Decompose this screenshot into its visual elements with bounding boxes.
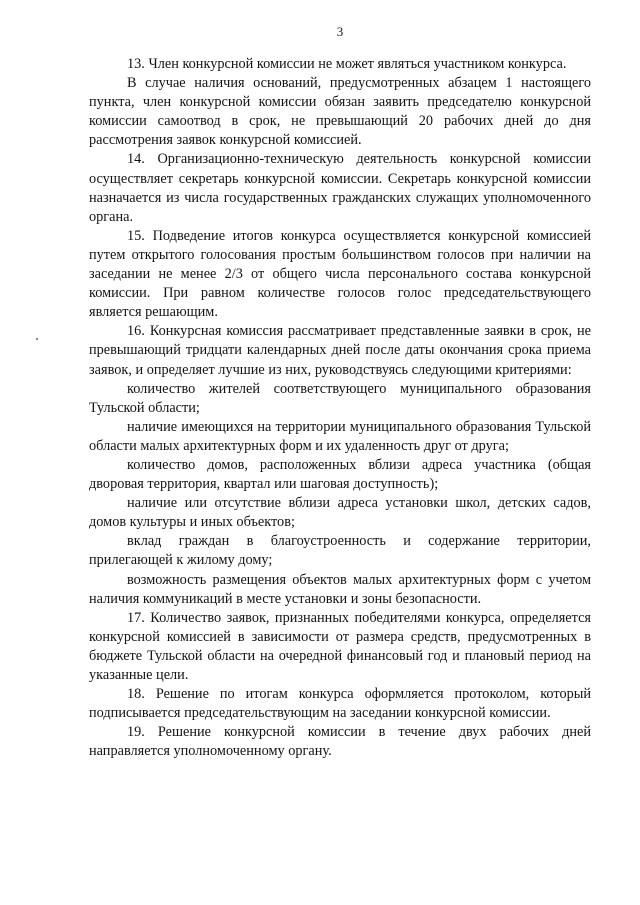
paragraph-17: 17. Количество заявок, признанных победителями конкурса, определяется конкурсной комиссией в зависимости от размера средств, предусмотренных в бюджете Тульской области на очередной финансовый год и плановый период на указанные цели.: [89, 609, 591, 683]
criterion-residents: количество жителей соответствующего муниципального образования Тульской области;: [89, 380, 591, 416]
page-number: 3: [336, 24, 344, 39]
margin-mark: [36, 338, 38, 340]
paragraph-15: 15. Подведение итогов конкурса осуществляется конкурсной комиссией путем открытого голосования простым большинством голосов при наличии на заседании не менее 2/3 от общего числа персонального состава конкурсной комиссии. При равном количестве голосов голос председательствующего является решающим.: [89, 227, 591, 321]
paragraph-14: 14. Организационно-техническую деятельность конкурсной комиссии осуществляет секретарь конкурсной комиссии. Секретарь конкурсной комиссии назначается из числа государственных гражданских служащих уполномоченного органа.: [89, 151, 591, 225]
paragraph-19: 19. Решение конкурсной комиссии в течение двух рабочих дней направляется уполномоченному органу.: [89, 724, 591, 760]
paragraph-13: 13. Член конкурсной комиссии не может являться участником конкурса.: [127, 56, 567, 72]
criterion-nearby-objects: наличие или отсутствие вблизи адреса установки школ, детских садов, домов культуры и иных объектов;: [89, 495, 591, 531]
document-body: [89, 55, 591, 761]
paragraph-18: 18. Решение по итогам конкурса оформляется протоколом, который подписывается председательствующим на заседании конкурсной комиссии.: [89, 686, 591, 722]
criterion-placement: возможность размещения объектов малых архитектурных форм с учетом наличия коммуникаций в месте установки и зоны безопасности.: [89, 571, 591, 607]
criterion-houses: количество домов, расположенных вблизи адреса участника (общая дворовая территория, квартал или шаговая доступность);: [89, 456, 591, 493]
paragraph-13-case: В случае наличия оснований, предусмотренных абзацем 1 настоящего пункта, член конкурсной комиссии обязан заявить председателю конкурсной комиссии самоотвод в срок, не превышающий 20 рабочих дней до дня рассмотрения заявок конкурсной комиссией.: [89, 75, 591, 149]
criterion-small-forms: наличие имеющихся на территории муниципального образования Тульской области малых архитектурных форм и их удаленность друг от друга;: [89, 418, 591, 454]
paragraph-16: 16. Конкурсная комиссия рассматривает представленные заявки в срок, не превышающий тридцати календарных дней после даты окончания срока приема заявок, и определяет лучшие из них, руководствуясь следующими критериями:: [89, 323, 591, 378]
criterion-citizen-contribution: вклад граждан в благоустроенность и содержание территории, прилегающей к жилому дому;: [89, 533, 591, 569]
